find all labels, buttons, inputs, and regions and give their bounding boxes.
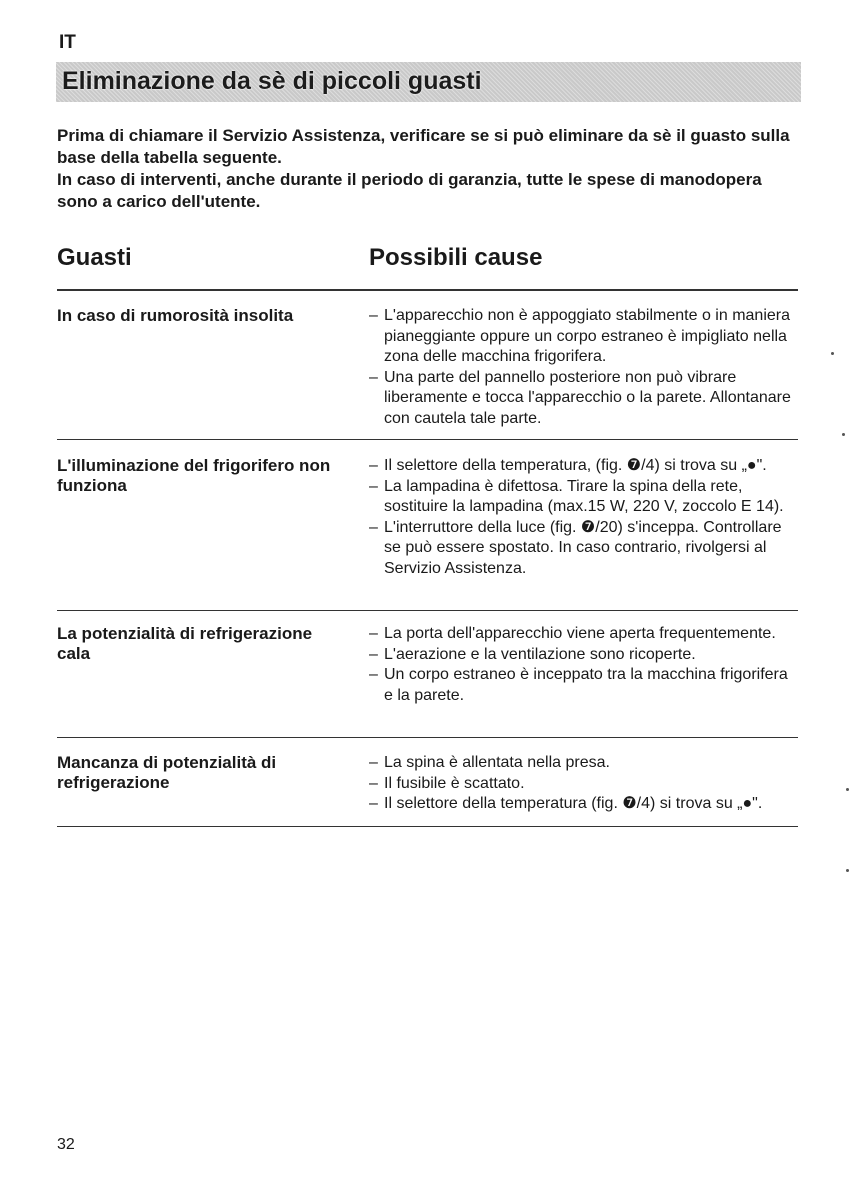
fault-title: Mancanza di potenzialità di refrigerazione (57, 753, 277, 792)
cause-item: – L'interruttore della luce (fig. ❼/20) s'inceppa. Controllare se può essere spostato. In caso contrario, rivolgersi al Servizio Assistenza. (369, 518, 794, 580)
cause-item: – La spina è allentata nella presa. (369, 753, 794, 774)
cause-item: – L'aerazione e la ventilazione sono ricoperte. (369, 645, 794, 666)
causes-list (369, 753, 794, 815)
cause-item: – Il fusibile è scattato. (369, 774, 794, 795)
causes-list (369, 456, 794, 579)
intro-paragraph-1: Prima di chiamare il Servizio Assistenza, verificare se si può eliminare da sè il guasto sulla base della tabella seguente. (57, 126, 790, 167)
page-number: 32 (57, 1136, 75, 1153)
scan-speck (842, 433, 845, 436)
page-title: Eliminazione da sè di piccoli guasti (62, 67, 482, 95)
cause-item: – La porta dell'apparecchio viene aperta frequentemente. (369, 624, 794, 645)
scan-speck (831, 352, 834, 355)
fault-title: La potenzialità di refrigerazione cala (57, 624, 313, 663)
header-divider (57, 289, 798, 291)
intro-text (57, 125, 797, 213)
cause-item: – Una parte del pannello posteriore non può vibrare liberamente e tocca l'apparecchio o la parete. Allontanare con cautela tale parte. (369, 368, 794, 430)
cause-item: – Il selettore della temperatura (fig. ❼/4) si trova su „●". (369, 794, 794, 815)
row-divider (57, 610, 798, 611)
row-divider (57, 737, 798, 738)
causes-list (369, 624, 794, 706)
cause-item: – Il selettore della temperatura, (fig. ❼/4) si trova su „●". (369, 456, 794, 477)
column-header-causes: Possibili cause (369, 244, 543, 271)
table-bottom-divider (57, 826, 798, 827)
scan-speck (846, 788, 849, 791)
cause-item: – L'apparecchio non è appoggiato stabilmente o in maniera pianeggiante oppure un corpo estraneo è impigliato nella zona delle macchina frigorifera. (369, 306, 794, 368)
column-header-faults: Guasti (57, 244, 132, 271)
cause-item: – La lampadina è difettosa. Tirare la spina della rete, sostituire la lampadina (max.15 W, 220 V, zoccolo E 14). (369, 477, 794, 518)
scan-speck (846, 869, 849, 872)
title-banner (56, 62, 801, 102)
row-divider (57, 439, 798, 440)
cause-item: – Un corpo estraneo è inceppato tra la macchina frigorifera e la parete. (369, 665, 794, 706)
causes-list (369, 306, 794, 429)
intro-paragraph-2: In caso di interventi, anche durante il periodo di garanzia, tutte le spese di manodopera sono a carico dell'utente. (57, 170, 762, 211)
language-code: IT (59, 32, 76, 53)
fault-title: In caso di rumorosità insolita (57, 306, 294, 325)
fault-title: L'illuminazione del frigorifero non funziona (57, 456, 331, 495)
